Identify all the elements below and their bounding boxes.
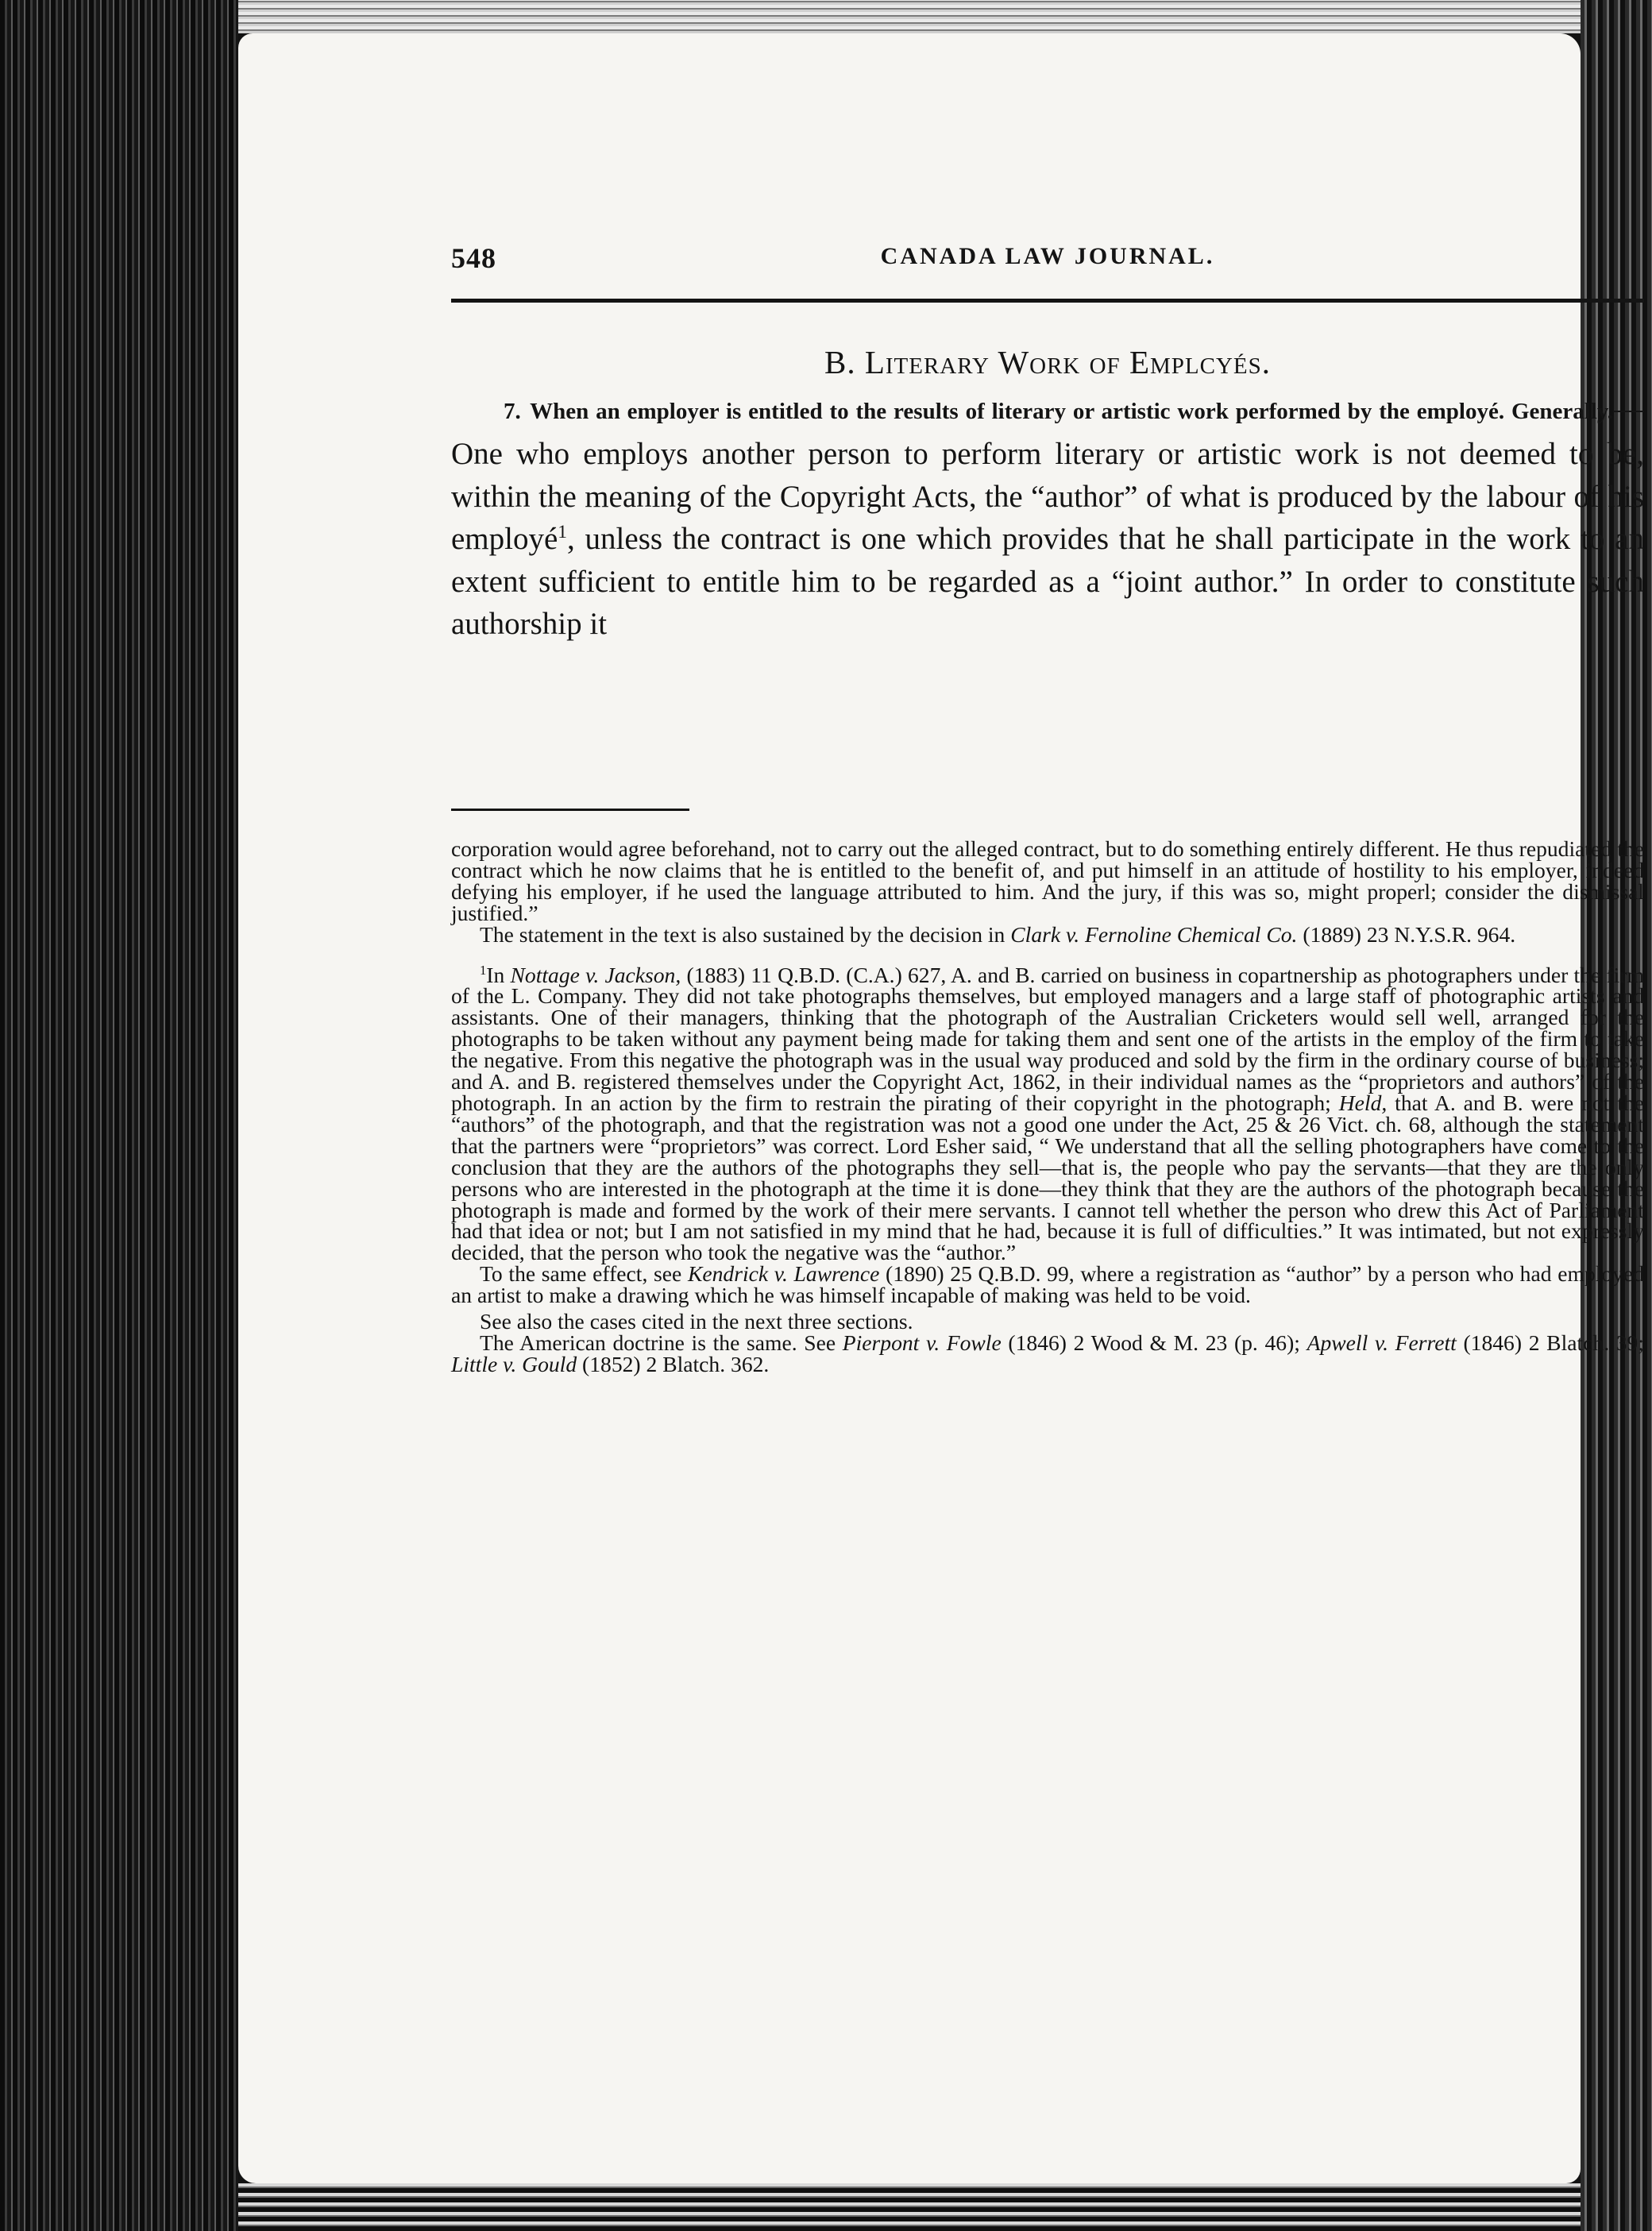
body-text-part-2: , unless the contract is one which provides that he shall participate in the work to an extent sufficient to entitle him to be regarded as a “joint author.” In order to constitute such authorship it <box>451 522 1644 642</box>
section-title: B. Literary Work of Emplcyés. <box>824 344 1271 380</box>
header-rule <box>451 299 1644 303</box>
body-paragraph <box>451 388 1644 645</box>
footnote-continuation: corporation would agree beforehand, not to carry out the alleged contract, but to do something entirely different. He thus repudiated the contract which he now claims that he is entitled to the benefit of, and put himself in an attitude of hostility to his employer, indeed defying his employer, if he used the language attributed to him. And the jury, if this was so, might properl; consider the dismissal justified.” <box>451 836 1644 925</box>
case-name: Apwell v. Ferrett <box>1307 1330 1457 1355</box>
page-number: 548 <box>451 242 496 274</box>
running-head: CANADA LAW JOURNAL. <box>880 243 1215 269</box>
page-edge-bottom <box>238 2183 1581 2231</box>
section-lead-heading: When an employer is entitled to the results of literary or artistic work performed by the employé. Generally. <box>530 399 1614 424</box>
page-sheet <box>238 33 1645 2183</box>
held-label: Held, <box>1338 1090 1388 1115</box>
footnote-rule <box>451 809 689 811</box>
case-name: Clark v. Fernoline Chemical Co. <box>1010 921 1298 947</box>
footnotes <box>451 836 1645 1376</box>
case-name: Pierpont v. Fowle <box>842 1330 1002 1355</box>
note-marker: 1 <box>558 522 567 543</box>
case-name: Little v. Gould <box>451 1351 577 1376</box>
case-name: Kendrick v. Lawrence <box>687 1261 880 1287</box>
page-edge-top <box>238 0 1581 33</box>
footnote-marker: 1 <box>480 962 487 978</box>
body-text-part-1: —One who employs another person to perform literary or artistic work is not deemed to be, within the meaning of the Copyright Acts, the “author” of what is produced by the labour of his employé <box>451 392 1645 557</box>
case-name: Nottage v. Jackson, <box>510 962 681 987</box>
footnote-statement: The statement in the text is also sustained by the decision in Clark v. Fernoline Chemical Co. (1889) 23 N.Y.S.R. 964. <box>480 921 1516 947</box>
footnote-1: $^1$In Nottage v. Jackson, (1883) 11 Q.B.D. (C.A.) 627, A. and B. carried on business in copartnership as photographers under the firm of the L. Company. They did not take photographs themselves, but employed managers and a large staff of photographic artists and assistants. One of their managers, thinking that the photograph of the Australian Cricketers would sell well, arranged for the photographs to be taken without any payment being made for taking them and sent one of the artists in the employ of the firm to take the negative. From this negative the photograph was in the usual way produced and sold by the firm in the ordinary course of business; and A. and B. registered themselves under the Copyright Act, 1862, in their individual names as the “proprietors and authors” of the photograph. In an action by the firm to restrain the pirating of their copyright in the photograph; Held, that A. and B. were not the “authors” of the photograph, and that the registration was not a good one under the Act, 25 & 26 Vict. ch. 68, although the statement that the partners were “proprietors” was correct. Lord Esher said, “ We understand that all the selling photographers have come to the conclusion that they are the authors of the photographs they sell—that is, the people who pay the servants—that they are the only persons who are interested in the photograph at the time it is done—they think that they are the authors of the photograph because the photograph is made and formed by the work of their mere servants. I cannot tell whether the person who drew this Act of Parliament had that idea or not; but I am not satisfied in my mind that he had, because it is full of difficulties.” It was intimated, but not expressly decided, that the person who took the negative was the “author.” <box>451 962 1645 1265</box>
footnote-see-also: See also the cases cited in the next three sections. <box>480 1309 913 1334</box>
page-header <box>451 241 1644 289</box>
footnote-american-doctrine: The American doctrine is the same. See Pierpont v. Fowle (1846) 2 Wood & M. 23 (p. 46); Apwell v. Ferrett (1846) 2 Blatch. 39; Little v. Gould (1852) 2 Blatch. 362. <box>451 1330 1645 1376</box>
bound-edge-left <box>0 0 238 2231</box>
footnote-same-effect: To the same effect, see Kendrick v. Lawrence (1890) 25 Q.B.D. 99, where a registration as “author” by a person who had employed an artist to make a drawing which he was himself incapable of making was held to be void. <box>451 1261 1645 1308</box>
section-number: 7. <box>504 399 521 424</box>
